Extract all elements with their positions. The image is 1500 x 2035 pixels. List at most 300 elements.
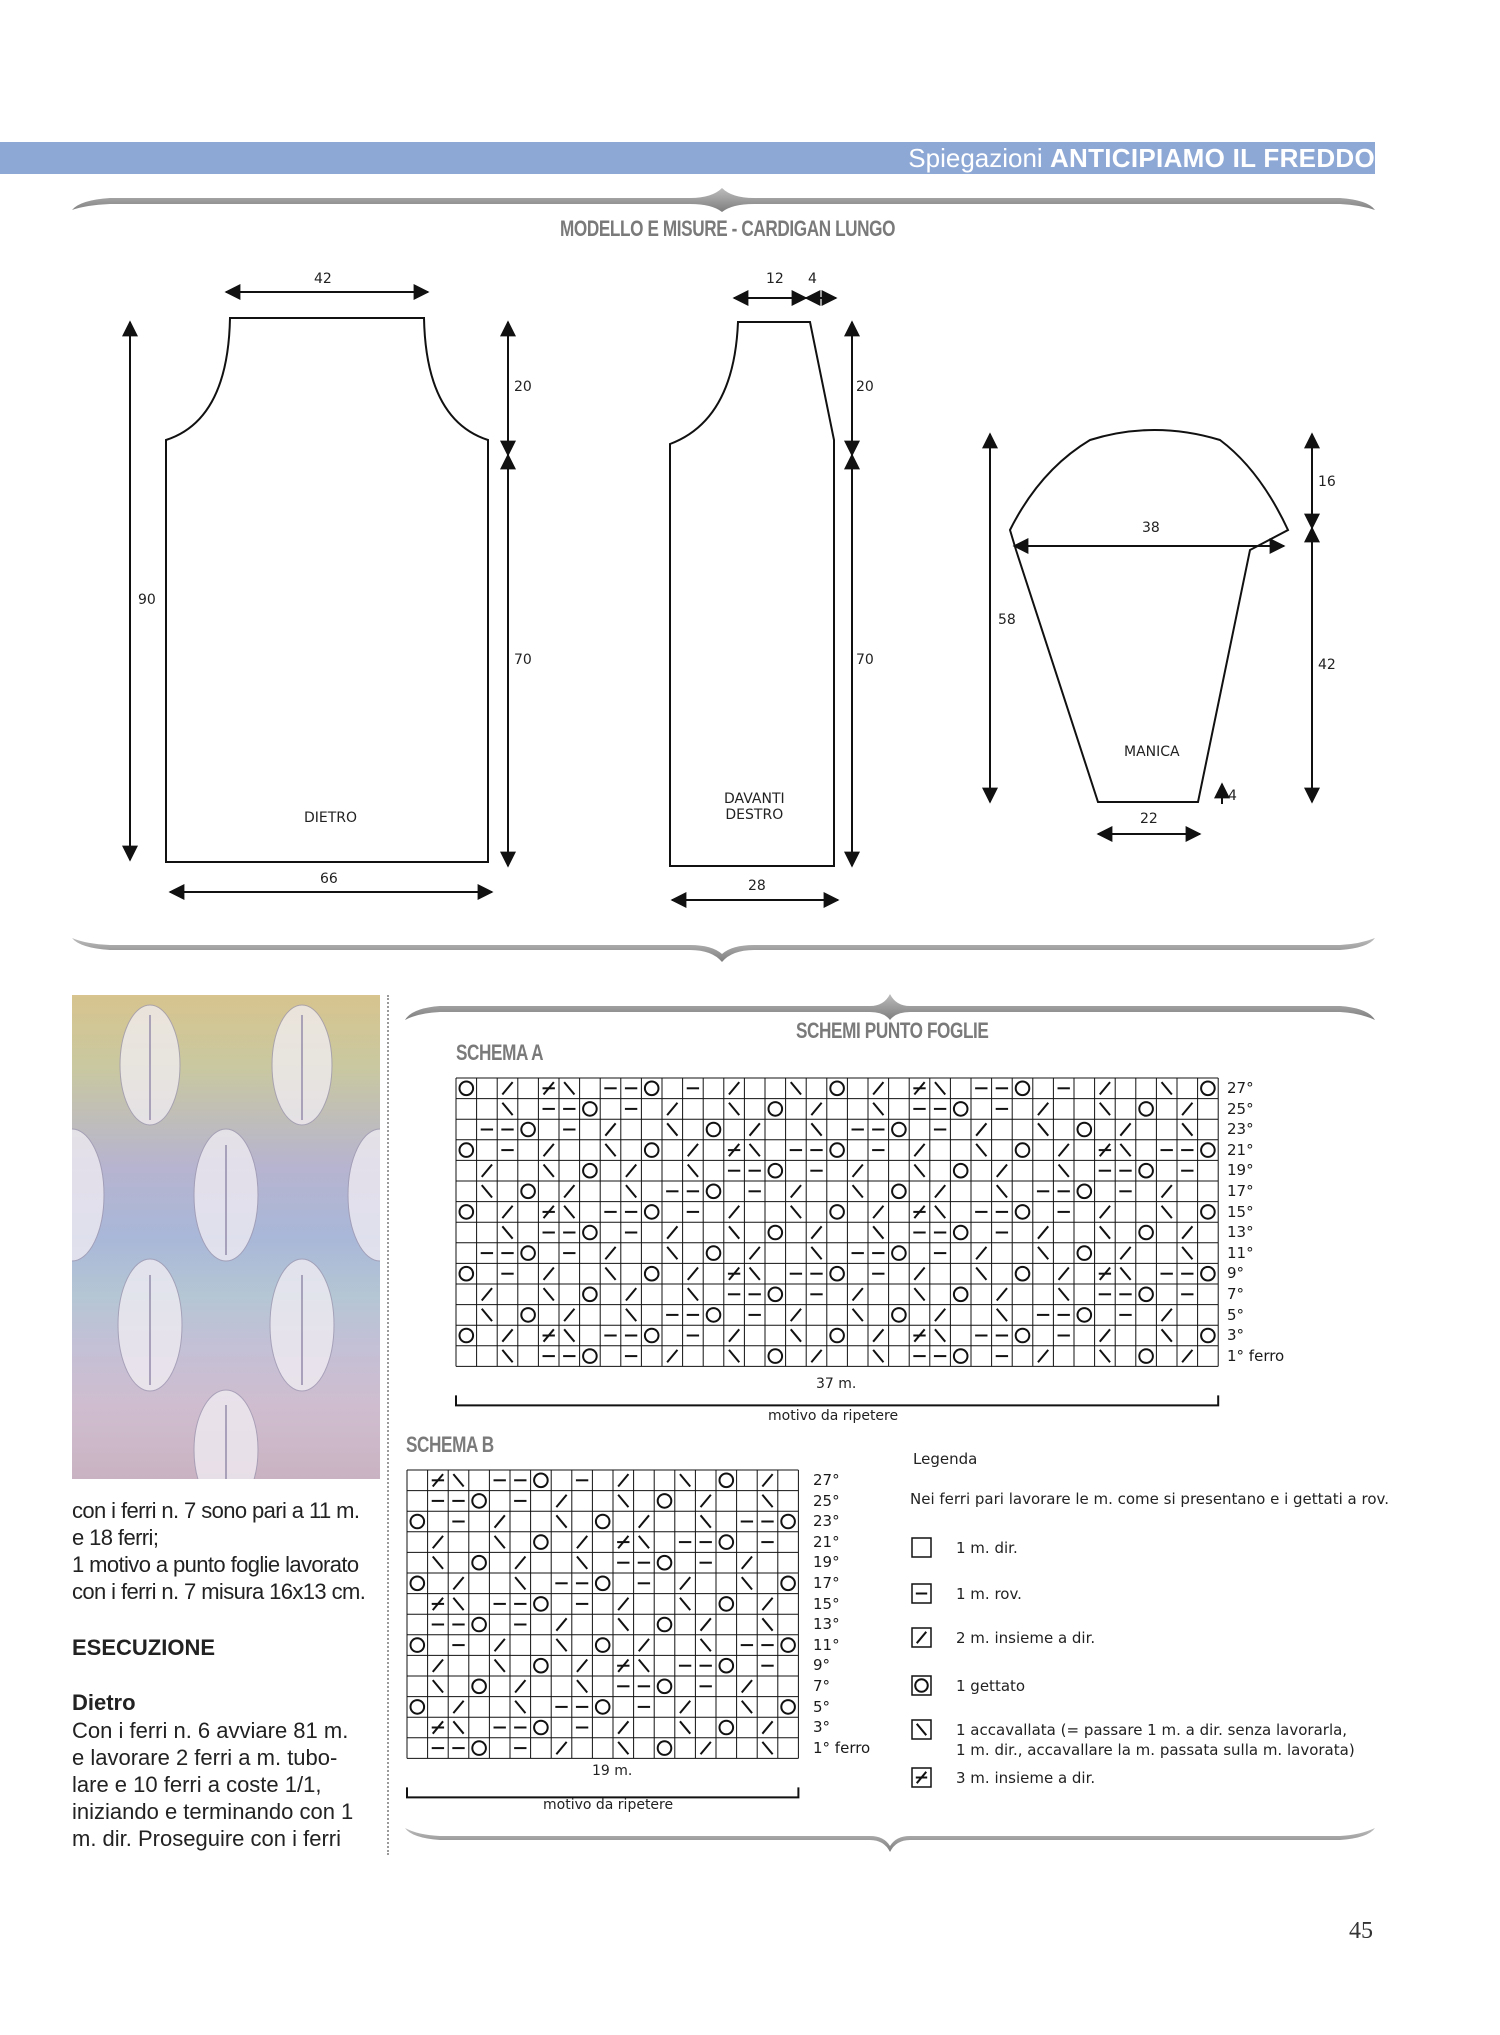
- ssk-symbol: [688, 1165, 698, 1177]
- repeat-bracket: [407, 1787, 798, 1797]
- k2tog-symbol: [976, 1247, 986, 1259]
- yarn-over-symbol: [1139, 1288, 1153, 1302]
- ssk-symbol: [873, 1350, 883, 1362]
- yarn-over-symbol: [583, 1226, 597, 1240]
- yarn-over-symbol: [645, 1267, 659, 1281]
- ssk-symbol: [618, 1495, 628, 1507]
- ssk-symbol: [556, 1639, 566, 1651]
- ssk-symbol: [433, 1680, 443, 1692]
- yarn-over-symbol: [707, 1246, 721, 1260]
- k2tog-symbol: [605, 1247, 615, 1259]
- k2tog-symbol: [750, 1123, 760, 1135]
- ssk-symbol: [482, 1185, 492, 1197]
- k2tog-symbol: [1059, 1268, 1069, 1280]
- k2tog-symbol: [626, 1165, 636, 1177]
- yarn-over-symbol: [460, 1329, 474, 1343]
- yarn-over-symbol: [1016, 1205, 1030, 1219]
- dietro-line: m. dir. Proseguire con i ferri: [72, 1826, 341, 1851]
- yarn-over-symbol: [1016, 1082, 1030, 1096]
- yarn-over-symbol: [720, 1474, 734, 1488]
- ssk-symbol: [791, 1329, 801, 1341]
- ssk-symbol: [935, 1329, 945, 1341]
- yarn-over-symbol: [830, 1267, 844, 1281]
- k2tog-symbol: [1038, 1226, 1048, 1238]
- k2tog-symbol: [502, 1329, 512, 1341]
- ssk-symbol: [605, 1144, 615, 1156]
- row-label: 9°: [813, 1656, 831, 1675]
- schema-b-grid: [406, 1469, 806, 1802]
- legend-text: 1 m. rov.: [956, 1585, 1022, 1603]
- ssk-symbol: [495, 1660, 505, 1672]
- dietro-label: DIETRO: [304, 810, 358, 826]
- k2tog-symbol: [618, 1721, 628, 1733]
- yarn-over-symbol: [411, 1700, 425, 1714]
- legend-title: Legenda: [913, 1450, 978, 1468]
- row-label: 11°: [1227, 1243, 1254, 1262]
- k2tog-symbol: [667, 1350, 677, 1362]
- yarn-over-symbol: [596, 1577, 610, 1591]
- dietro-line: Con i ferri n. 6 avviare 81 m.: [72, 1718, 349, 1743]
- yarn-over-symbol: [915, 1679, 928, 1692]
- ssk-symbol: [605, 1268, 615, 1280]
- row-label: 5°: [813, 1697, 831, 1716]
- legend-note: Nei ferri pari lavorare le m. come si presentano e i gettati a rov.: [910, 1490, 1389, 1508]
- legend-text: 1 gettato: [956, 1677, 1026, 1695]
- yarn-over-symbol: [521, 1308, 535, 1322]
- davanti-label-line1: DAVANTI: [724, 791, 785, 807]
- ssk-symbol: [453, 1598, 463, 1610]
- k2tog-symbol: [1120, 1123, 1130, 1135]
- row-label: 17°: [1227, 1182, 1254, 1200]
- k2tog-symbol: [680, 1701, 690, 1713]
- ssk-symbol: [1182, 1247, 1192, 1259]
- yarn-over-symbol: [1201, 1267, 1215, 1281]
- ssk-symbol: [997, 1309, 1007, 1321]
- k2tog-symbol: [873, 1082, 883, 1094]
- yarn-over-symbol: [1201, 1329, 1215, 1343]
- ssk-symbol: [502, 1350, 512, 1362]
- page-number: 45: [1349, 1918, 1373, 1944]
- k2tog-symbol: [515, 1680, 525, 1692]
- k2tog-symbol: [1182, 1103, 1192, 1115]
- k2tog-symbol: [564, 1185, 574, 1197]
- yarn-over-symbol: [596, 1700, 610, 1714]
- ssk-symbol: [502, 1226, 512, 1238]
- row-label: 23°: [1227, 1120, 1254, 1139]
- row-label: 27°: [813, 1471, 840, 1489]
- yarn-over-symbol: [1016, 1267, 1030, 1281]
- manica-total-height: 58: [998, 612, 1016, 628]
- dietro-total-height: 90: [138, 592, 156, 608]
- yarn-over-symbol: [1139, 1226, 1153, 1240]
- ssk-symbol: [433, 1557, 443, 1569]
- row-label: 3°: [1227, 1326, 1245, 1345]
- knit-swatch-photo: [72, 995, 380, 1479]
- k2tog-symbol: [742, 1557, 752, 1569]
- row-label: 13°: [813, 1615, 840, 1634]
- row-label: 23°: [813, 1512, 840, 1531]
- k2tog-symbol: [1182, 1350, 1192, 1362]
- yarn-over-symbol: [534, 1474, 548, 1488]
- ssk-symbol: [762, 1742, 772, 1754]
- legend-symbol-icon: [910, 1674, 934, 1698]
- schema-b-title: SCHEMA B: [406, 1432, 494, 1457]
- yarn-over-symbol: [892, 1185, 906, 1199]
- ssk-symbol: [680, 1721, 690, 1733]
- yarn-over-symbol: [707, 1308, 721, 1322]
- yarn-over-symbol: [769, 1102, 783, 1116]
- yarn-over-symbol: [645, 1205, 659, 1219]
- davanti-armhole-height: 20: [856, 379, 874, 395]
- ssk-symbol: [762, 1618, 772, 1630]
- ssk-symbol: [701, 1639, 711, 1651]
- ssk-symbol: [495, 1536, 505, 1548]
- yarn-over-symbol: [1139, 1164, 1153, 1178]
- k2tog-symbol: [433, 1660, 443, 1672]
- ssk-symbol: [688, 1288, 698, 1300]
- ssk-symbol: [914, 1165, 924, 1177]
- yarn-over-symbol: [583, 1349, 597, 1363]
- k2tog-symbol: [502, 1206, 512, 1218]
- k2tog-symbol: [873, 1329, 883, 1341]
- k2tog-symbol: [750, 1247, 760, 1259]
- dietro-line: lare e 10 ferri a coste 1/1,: [72, 1772, 322, 1797]
- yarn-over-symbol: [954, 1102, 968, 1116]
- k2tog-symbol: [853, 1165, 863, 1177]
- k2tog-symbol: [935, 1185, 945, 1197]
- ssk-symbol: [544, 1288, 554, 1300]
- dietro-text: [72, 1717, 353, 1852]
- k2tog-symbol: [453, 1577, 463, 1589]
- row-label: 21°: [1227, 1140, 1254, 1159]
- k2tog-symbol: [667, 1226, 677, 1238]
- yarn-over-symbol: [781, 1577, 795, 1591]
- k2tog-symbol: [762, 1721, 772, 1733]
- k2tog-symbol: [914, 1144, 924, 1156]
- ssk-symbol: [1162, 1329, 1172, 1341]
- ssk-symbol: [750, 1144, 760, 1156]
- yarn-over-symbol: [954, 1164, 968, 1178]
- legend-symbol-icon: [910, 1582, 934, 1606]
- k2tog-symbol: [1162, 1309, 1172, 1321]
- k2tog-symbol: [1038, 1350, 1048, 1362]
- yarn-over-symbol: [658, 1556, 672, 1570]
- k2tog-symbol: [729, 1082, 739, 1094]
- ssk-symbol: [729, 1350, 739, 1362]
- dietro-top-width: 42: [314, 271, 332, 287]
- k2tog-symbol: [577, 1536, 587, 1548]
- k2tog-symbol: [791, 1185, 801, 1197]
- legend-symbol-icon: [910, 1536, 934, 1560]
- ssk-symbol: [1038, 1247, 1048, 1259]
- yarn-over-symbol: [658, 1494, 672, 1508]
- yarn-over-symbol: [521, 1246, 535, 1260]
- ssk-symbol: [564, 1206, 574, 1218]
- yarn-over-symbol: [1139, 1102, 1153, 1116]
- davanti-bottom-width: 28: [748, 878, 766, 894]
- schema-a-repeat-label: motivo da ripetere: [768, 1408, 899, 1424]
- ssk-symbol: [873, 1226, 883, 1238]
- yarn-over-symbol: [534, 1659, 548, 1673]
- row-label: 13°: [1227, 1223, 1254, 1242]
- k2tog-symbol: [762, 1598, 772, 1610]
- ssk-symbol: [917, 1724, 927, 1735]
- k2tog-symbol: [688, 1268, 698, 1280]
- k2tog-symbol: [762, 1474, 772, 1486]
- legend-text: 2 m. insieme a dir.: [956, 1629, 1096, 1647]
- ssk-symbol: [502, 1103, 512, 1115]
- ssk-symbol: [453, 1474, 463, 1486]
- ssk-symbol: [976, 1144, 986, 1156]
- ssk-symbol: [626, 1185, 636, 1197]
- ssk-symbol: [853, 1185, 863, 1197]
- k2tog-symbol: [729, 1206, 739, 1218]
- davanti-label: [724, 791, 785, 823]
- yarn-over-symbol: [1201, 1143, 1215, 1157]
- yarn-over-symbol: [583, 1164, 597, 1178]
- k2tog-symbol: [502, 1082, 512, 1094]
- ssk-symbol: [564, 1329, 574, 1341]
- k2tog-symbol: [680, 1577, 690, 1589]
- intro-text: [72, 1497, 365, 1605]
- row-label: 27°: [1227, 1079, 1254, 1097]
- row-label: 19°: [813, 1553, 840, 1572]
- ssk-symbol: [791, 1206, 801, 1218]
- ssk-symbol: [515, 1701, 525, 1713]
- k2tog-symbol: [742, 1680, 752, 1692]
- yarn-over-symbol: [769, 1288, 783, 1302]
- ssk-symbol: [482, 1309, 492, 1321]
- yarn-over-symbol: [1016, 1329, 1030, 1343]
- manica-label: MANICA: [1124, 744, 1180, 760]
- row-label: 25°: [1227, 1099, 1254, 1118]
- ssk-symbol: [639, 1660, 649, 1672]
- ssk-symbol: [873, 1103, 883, 1115]
- k2tog-symbol: [917, 1632, 927, 1643]
- yarn-over-symbol: [954, 1288, 968, 1302]
- ssk-symbol: [1059, 1288, 1069, 1300]
- ssk-symbol: [811, 1247, 821, 1259]
- yarn-over-symbol: [658, 1618, 672, 1632]
- k2tog-symbol: [564, 1309, 574, 1321]
- k2tog-symbol: [667, 1103, 677, 1115]
- k2tog-symbol: [1100, 1082, 1110, 1094]
- ssk-symbol: [1100, 1103, 1110, 1115]
- row-label: 1° ferro: [813, 1738, 871, 1757]
- ssk-symbol: [976, 1268, 986, 1280]
- ssk-symbol: [1162, 1082, 1172, 1094]
- k2tog-symbol: [482, 1165, 492, 1177]
- yarn-over-symbol: [1201, 1205, 1215, 1219]
- k2tog-symbol: [556, 1618, 566, 1630]
- ssk-symbol: [564, 1082, 574, 1094]
- dietro-outline: [166, 318, 488, 862]
- schema-a-grid: [455, 1077, 1220, 1410]
- manica-cuff-height: 4: [1228, 788, 1237, 804]
- row-label: 7°: [1227, 1285, 1245, 1303]
- schema-a-stitches: 37 m.: [816, 1376, 857, 1392]
- ssk-symbol: [729, 1103, 739, 1115]
- legend-text-continued: 1 m. dir., accavallare la m. passata sulla m. lavorata): [956, 1741, 1355, 1759]
- yarn-over-symbol: [720, 1659, 734, 1673]
- ssk-symbol: [577, 1557, 587, 1569]
- ssk-symbol: [453, 1721, 463, 1733]
- legend-text: 1 accavallata (= passare 1 m. a dir. senza lavorarla,: [956, 1721, 1348, 1739]
- yarn-over-symbol: [769, 1164, 783, 1178]
- yarn-over-symbol: [472, 1618, 486, 1632]
- k2tog-symbol: [976, 1123, 986, 1135]
- k2tog-symbol: [433, 1536, 443, 1548]
- ssk-symbol: [1120, 1144, 1130, 1156]
- row-label: 21°: [813, 1532, 840, 1551]
- dietro-heading: Dietro: [72, 1690, 136, 1715]
- column-divider: [387, 995, 389, 1855]
- ssk-symbol: [680, 1598, 690, 1610]
- k2tog-symbol: [701, 1742, 711, 1754]
- ssk-symbol: [935, 1206, 945, 1218]
- yarn-over-symbol: [645, 1082, 659, 1096]
- dietro-armhole-height: 20: [514, 379, 532, 395]
- ssk-symbol: [618, 1742, 628, 1754]
- yarn-over-symbol: [892, 1123, 906, 1137]
- yarn-over-symbol: [1078, 1246, 1092, 1260]
- yarn-over-symbol: [1078, 1185, 1092, 1199]
- yarn-over-symbol: [596, 1515, 610, 1529]
- yarn-over-symbol: [720, 1721, 734, 1735]
- row-label: 1° ferro: [1227, 1346, 1285, 1365]
- ssk-symbol: [1038, 1123, 1048, 1135]
- k2tog-symbol: [453, 1701, 463, 1713]
- row-label: 3°: [813, 1718, 831, 1737]
- yarn-over-symbol: [645, 1329, 659, 1343]
- intro-line: 1 motivo a punto foglie lavorato: [72, 1552, 359, 1577]
- k2tog-symbol: [639, 1639, 649, 1651]
- k2tog-symbol: [556, 1495, 566, 1507]
- yarn-over-symbol: [1201, 1082, 1215, 1096]
- header-prefix: Spiegazioni: [908, 143, 1043, 173]
- yarn-over-symbol: [472, 1494, 486, 1508]
- yarn-over-symbol: [769, 1349, 783, 1363]
- row-label: 19°: [1227, 1161, 1254, 1180]
- k2tog-symbol: [1059, 1144, 1069, 1156]
- ssk-symbol: [667, 1123, 677, 1135]
- k2tog-symbol: [811, 1103, 821, 1115]
- yarn-over-symbol: [583, 1288, 597, 1302]
- dietro-bottom-width: 66: [320, 871, 338, 887]
- row-label: 17°: [813, 1574, 840, 1592]
- yarn-over-symbol: [583, 1102, 597, 1116]
- ssk-symbol: [577, 1680, 587, 1692]
- ssk-symbol: [515, 1577, 525, 1589]
- yarn-over-symbol: [472, 1741, 486, 1755]
- k2tog-symbol: [544, 1144, 554, 1156]
- yarn-over-symbol: [720, 1535, 734, 1549]
- yarn-over-symbol: [781, 1700, 795, 1714]
- k2tog-symbol: [1100, 1206, 1110, 1218]
- legend-text: 3 m. insieme a dir.: [956, 1769, 1096, 1787]
- legend-symbol-icon: [910, 1718, 934, 1742]
- yarn-over-symbol: [534, 1535, 548, 1549]
- k2tog-symbol: [701, 1618, 711, 1630]
- yarn-over-symbol: [954, 1349, 968, 1363]
- yarn-over-symbol: [411, 1638, 425, 1652]
- davanti-body-height: 70: [856, 652, 874, 668]
- yarn-over-symbol: [830, 1143, 844, 1157]
- k2tog-symbol: [997, 1165, 1007, 1177]
- legend-symbol-icon: [910, 1626, 934, 1650]
- k2tog-symbol: [495, 1639, 505, 1651]
- ssk-symbol: [791, 1082, 801, 1094]
- k2tog-symbol: [577, 1660, 587, 1672]
- davanti-top-extra: 4: [808, 271, 817, 287]
- k2tog-symbol: [729, 1329, 739, 1341]
- dietro-body-height: 70: [514, 652, 532, 668]
- k2tog-symbol: [618, 1598, 628, 1610]
- ssk-symbol: [742, 1577, 752, 1589]
- k2tog-symbol: [1162, 1185, 1172, 1197]
- yarn-over-symbol: [830, 1329, 844, 1343]
- manica-cuff-width: 22: [1140, 811, 1158, 827]
- k2tog-symbol: [791, 1309, 801, 1321]
- row-label: 5°: [1227, 1305, 1245, 1324]
- legend-text: 1 m. dir.: [956, 1539, 1018, 1557]
- row-label: 11°: [813, 1635, 840, 1654]
- repeat-bracket: [456, 1395, 1218, 1405]
- k2tog-symbol: [482, 1288, 492, 1300]
- yarn-over-symbol: [769, 1226, 783, 1240]
- yarn-over-symbol: [658, 1741, 672, 1755]
- yarn-over-symbol: [645, 1143, 659, 1157]
- k2tog-symbol: [1038, 1103, 1048, 1115]
- ssk-symbol: [667, 1247, 677, 1259]
- k2tog-symbol: [688, 1144, 698, 1156]
- yarn-over-symbol: [892, 1308, 906, 1322]
- schema-b-repeat-label: motivo da ripetere: [543, 1797, 674, 1813]
- manica-cap-height: 16: [1318, 474, 1336, 490]
- manica-sleeve-height: 42: [1318, 657, 1336, 673]
- yarn-over-symbol: [830, 1205, 844, 1219]
- yarn-over-symbol: [472, 1556, 486, 1570]
- ssk-symbol: [935, 1082, 945, 1094]
- execution-heading: ESECUZIONE: [72, 1635, 216, 1660]
- k2tog-symbol: [544, 1268, 554, 1280]
- k2tog-symbol: [935, 1309, 945, 1321]
- ssk-symbol: [1162, 1206, 1172, 1218]
- yarn-over-symbol: [472, 1680, 486, 1694]
- ssk-symbol: [1100, 1350, 1110, 1362]
- yarn-over-symbol: [658, 1680, 672, 1694]
- ssk-symbol: [997, 1185, 1007, 1197]
- k2tog-symbol: [556, 1742, 566, 1754]
- yarn-over-symbol: [781, 1638, 795, 1652]
- yarn-over-symbol: [460, 1267, 474, 1281]
- row-label: 15°: [1227, 1202, 1254, 1221]
- yarn-over-symbol: [720, 1597, 734, 1611]
- model-section-title: MODELLO E MISURE - CARDIGAN LUNGO: [560, 216, 896, 241]
- k2tog-symbol: [811, 1226, 821, 1238]
- yarn-over-symbol: [1016, 1143, 1030, 1157]
- ssk-symbol: [729, 1226, 739, 1238]
- k2tog-symbol: [626, 1288, 636, 1300]
- header-main-title: ANTICIPIAMO IL FREDDO: [1049, 143, 1375, 173]
- schema-a-title: SCHEMA A: [456, 1040, 544, 1065]
- ssk-symbol: [914, 1288, 924, 1300]
- k2tog-symbol: [701, 1495, 711, 1507]
- yarn-over-symbol: [954, 1226, 968, 1240]
- k2tog-symbol: [605, 1123, 615, 1135]
- intro-line: e 18 ferri;: [72, 1525, 159, 1550]
- dietro-line: e lavorare 2 ferri a m. tubo-: [72, 1745, 338, 1770]
